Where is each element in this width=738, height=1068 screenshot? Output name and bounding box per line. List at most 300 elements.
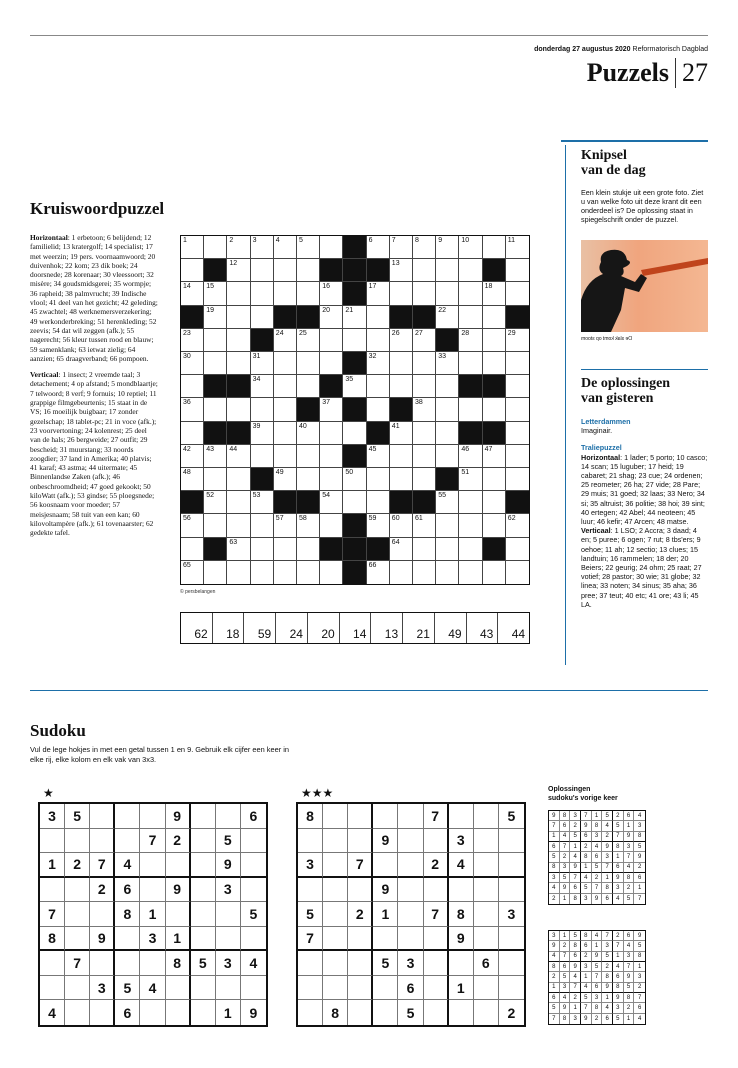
sudoku2-cell[interactable] bbox=[474, 902, 499, 927]
crossword-cell[interactable] bbox=[251, 445, 274, 468]
crossword-cell[interactable] bbox=[413, 445, 436, 468]
sudoku2-cell[interactable] bbox=[398, 902, 423, 927]
crossword-cell[interactable] bbox=[436, 352, 459, 375]
crossword-cell[interactable] bbox=[274, 329, 297, 352]
crossword-cell[interactable] bbox=[506, 468, 529, 491]
crossword-cell[interactable] bbox=[367, 282, 390, 305]
sudoku2-cell[interactable] bbox=[398, 829, 423, 854]
crossword-cell[interactable] bbox=[390, 538, 413, 561]
sudoku1-cell[interactable] bbox=[166, 1000, 191, 1025]
crossword-cell[interactable] bbox=[483, 352, 506, 375]
crossword-cell[interactable] bbox=[227, 282, 250, 305]
crossword-cell[interactable] bbox=[204, 514, 227, 537]
crossword-cell[interactable] bbox=[459, 306, 482, 329]
crossword-cell[interactable] bbox=[227, 236, 250, 259]
crossword-cell[interactable] bbox=[506, 329, 529, 352]
sudoku2-cell[interactable] bbox=[499, 853, 524, 878]
crossword-cell[interactable] bbox=[506, 352, 529, 375]
crossword-cell[interactable] bbox=[506, 375, 529, 398]
crossword-cell[interactable] bbox=[227, 538, 250, 561]
crossword-cell[interactable] bbox=[181, 514, 204, 537]
crossword-cell[interactable] bbox=[483, 329, 506, 352]
crossword-cell[interactable] bbox=[274, 445, 297, 468]
sudoku1-cell[interactable] bbox=[166, 976, 191, 1001]
sudoku1-cell[interactable] bbox=[241, 829, 266, 854]
sudoku1-cell[interactable] bbox=[65, 829, 90, 854]
sudoku2-cell[interactable] bbox=[398, 804, 423, 829]
crossword-cell[interactable] bbox=[459, 329, 482, 352]
crossword-cell[interactable] bbox=[181, 236, 204, 259]
crossword-cell[interactable] bbox=[274, 422, 297, 445]
crossword-cell[interactable] bbox=[459, 282, 482, 305]
sudoku2-cell[interactable] bbox=[348, 878, 373, 903]
crossword-cell[interactable] bbox=[459, 398, 482, 421]
crossword-cell[interactable] bbox=[297, 445, 320, 468]
crossword-cell[interactable] bbox=[181, 352, 204, 375]
sudoku1-cell[interactable] bbox=[166, 853, 191, 878]
crossword-cell[interactable] bbox=[274, 468, 297, 491]
solution1-cell: 9 bbox=[581, 821, 592, 831]
crossword-cell[interactable] bbox=[320, 561, 343, 584]
sudoku2-cell[interactable] bbox=[424, 951, 449, 976]
crossword-cell[interactable] bbox=[436, 398, 459, 421]
crossword-cell[interactable] bbox=[320, 514, 343, 537]
crossword-cell[interactable] bbox=[320, 468, 343, 491]
crossword-cell[interactable] bbox=[436, 422, 459, 445]
sudoku1-cell[interactable] bbox=[191, 853, 216, 878]
sudoku1-cell[interactable] bbox=[140, 853, 165, 878]
crossword-cell[interactable] bbox=[297, 468, 320, 491]
crossword-cell[interactable] bbox=[297, 259, 320, 282]
crossword-cell[interactable] bbox=[367, 491, 390, 514]
sudoku1-cell[interactable] bbox=[40, 976, 65, 1001]
crossword-cell[interactable] bbox=[413, 468, 436, 491]
crossword-cell[interactable] bbox=[181, 445, 204, 468]
crossword-cell[interactable] bbox=[297, 352, 320, 375]
crossword-cell[interactable] bbox=[343, 468, 366, 491]
crossword-cell[interactable] bbox=[251, 422, 274, 445]
crossword-cell[interactable] bbox=[413, 375, 436, 398]
crossword-cell[interactable] bbox=[367, 561, 390, 584]
sudoku2-cell[interactable] bbox=[373, 804, 398, 829]
sudoku2-cell[interactable] bbox=[373, 1000, 398, 1025]
sudoku2-cell[interactable] bbox=[398, 927, 423, 952]
sudoku2-cell[interactable] bbox=[348, 927, 373, 952]
crossword-cell[interactable] bbox=[343, 491, 366, 514]
crossword-cell[interactable] bbox=[367, 306, 390, 329]
sudoku1-cell[interactable] bbox=[90, 902, 115, 927]
crossword-cell[interactable] bbox=[436, 282, 459, 305]
sudoku1-cell[interactable] bbox=[241, 927, 266, 952]
solution-cell[interactable]: 49 bbox=[435, 613, 467, 643]
sudoku2-cell[interactable] bbox=[298, 976, 323, 1001]
sudoku1-cell[interactable] bbox=[191, 878, 216, 903]
sudoku2-cell[interactable] bbox=[323, 927, 348, 952]
crossword-cell[interactable] bbox=[227, 445, 250, 468]
sudoku2-cell[interactable] bbox=[499, 951, 524, 976]
crossword-cell[interactable] bbox=[274, 514, 297, 537]
sudoku1-cell[interactable] bbox=[140, 804, 165, 829]
crossword-cell[interactable] bbox=[181, 259, 204, 282]
sudoku2-cell[interactable] bbox=[348, 829, 373, 854]
crossword-cell[interactable] bbox=[483, 514, 506, 537]
sudoku2-cell[interactable] bbox=[348, 976, 373, 1001]
crossword-cell[interactable] bbox=[459, 468, 482, 491]
crossword-cell[interactable] bbox=[204, 352, 227, 375]
sudoku2-cell[interactable] bbox=[373, 927, 398, 952]
crossword-cell[interactable] bbox=[506, 445, 529, 468]
crossword-cell[interactable] bbox=[413, 352, 436, 375]
solution-cell[interactable]: 21 bbox=[403, 613, 435, 643]
sudoku2-cell[interactable] bbox=[323, 853, 348, 878]
sudoku1-cell[interactable] bbox=[115, 829, 140, 854]
solution-cell[interactable]: 20 bbox=[308, 613, 340, 643]
crossword-cell[interactable] bbox=[506, 422, 529, 445]
sudoku2-cell[interactable] bbox=[424, 927, 449, 952]
crossword-cell[interactable] bbox=[251, 236, 274, 259]
crossword-cell[interactable] bbox=[413, 259, 436, 282]
sudoku1-cell[interactable] bbox=[216, 902, 241, 927]
sudoku2-cell[interactable] bbox=[474, 976, 499, 1001]
crossword-cell[interactable] bbox=[251, 352, 274, 375]
sudoku1-cell[interactable] bbox=[65, 976, 90, 1001]
crossword-cell[interactable] bbox=[297, 422, 320, 445]
crossword-cell[interactable] bbox=[343, 306, 366, 329]
crossword-cell[interactable] bbox=[459, 538, 482, 561]
crossword-cell[interactable] bbox=[483, 306, 506, 329]
solution-cell[interactable]: 44 bbox=[511, 627, 526, 641]
crossword-cell[interactable] bbox=[227, 329, 250, 352]
crossword-cell[interactable] bbox=[320, 352, 343, 375]
crossword-cell[interactable] bbox=[320, 422, 343, 445]
sudoku2-cell[interactable] bbox=[474, 878, 499, 903]
sudoku1-cell[interactable] bbox=[40, 878, 65, 903]
sudoku1-cell[interactable] bbox=[241, 878, 266, 903]
sudoku2-cell[interactable] bbox=[474, 829, 499, 854]
crossword-cell[interactable] bbox=[436, 375, 459, 398]
crossword-cell[interactable] bbox=[413, 282, 436, 305]
sudoku2-cell[interactable] bbox=[398, 853, 423, 878]
solution-cell[interactable]: 62 bbox=[181, 613, 213, 643]
crossword-cell[interactable] bbox=[436, 561, 459, 584]
crossword-cell[interactable] bbox=[227, 468, 250, 491]
crossword-cell[interactable] bbox=[297, 329, 320, 352]
crossword-cell[interactable] bbox=[181, 375, 204, 398]
crossword-cell[interactable] bbox=[459, 514, 482, 537]
crossword-cell[interactable] bbox=[390, 561, 413, 584]
crossword-cell[interactable] bbox=[227, 398, 250, 421]
solution-cell[interactable]: 59 bbox=[244, 613, 276, 643]
crossword-black-cell bbox=[483, 259, 506, 282]
crossword-cell[interactable] bbox=[251, 398, 274, 421]
sudoku2-cell[interactable] bbox=[323, 951, 348, 976]
crossword-cell[interactable] bbox=[251, 491, 274, 514]
crossword-cell[interactable] bbox=[204, 561, 227, 584]
sudoku1-cell[interactable] bbox=[65, 902, 90, 927]
sudoku2-cell[interactable] bbox=[474, 927, 499, 952]
sudoku2-cell[interactable] bbox=[373, 853, 398, 878]
crossword-cell[interactable] bbox=[436, 514, 459, 537]
solution1-cell: 6 bbox=[624, 811, 635, 821]
sudoku1-cell[interactable] bbox=[90, 1000, 115, 1025]
crossword-cell[interactable] bbox=[227, 306, 250, 329]
solution-cell[interactable]: 18 bbox=[213, 613, 245, 643]
sudoku2-cell[interactable] bbox=[323, 902, 348, 927]
sudoku2-cell[interactable] bbox=[449, 951, 474, 976]
crossword-cell[interactable] bbox=[459, 561, 482, 584]
crossword-cell[interactable] bbox=[181, 329, 204, 352]
sudoku1-cell[interactable] bbox=[90, 951, 115, 976]
crossword-cell[interactable] bbox=[251, 282, 274, 305]
crossword-cell[interactable] bbox=[413, 329, 436, 352]
crossword-cell[interactable] bbox=[390, 236, 413, 259]
crossword-cell[interactable] bbox=[506, 561, 529, 584]
crossword-cell[interactable] bbox=[274, 236, 297, 259]
sudoku1-cell[interactable] bbox=[191, 804, 216, 829]
crossword-cell[interactable] bbox=[459, 491, 482, 514]
crossword-cell[interactable] bbox=[343, 422, 366, 445]
crossword-cell[interactable] bbox=[181, 282, 204, 305]
crossword-cell[interactable] bbox=[297, 282, 320, 305]
sudoku2-cell[interactable] bbox=[323, 829, 348, 854]
crossword-cell[interactable] bbox=[390, 329, 413, 352]
crossword-cell[interactable] bbox=[483, 561, 506, 584]
crossword-cell[interactable] bbox=[181, 468, 204, 491]
sudoku1-cell[interactable] bbox=[115, 927, 140, 952]
sudoku1-cell[interactable] bbox=[140, 1000, 165, 1025]
crossword-cell[interactable] bbox=[367, 514, 390, 537]
crossword-cell[interactable] bbox=[390, 514, 413, 537]
sudoku1-cell[interactable] bbox=[241, 976, 266, 1001]
crossword-cell[interactable] bbox=[251, 375, 274, 398]
crossword-cell[interactable] bbox=[297, 514, 320, 537]
crossword-cell[interactable] bbox=[181, 561, 204, 584]
crossword-cell[interactable] bbox=[483, 491, 506, 514]
crossword-cell[interactable] bbox=[483, 398, 506, 421]
solution1-cell: 2 bbox=[560, 852, 571, 862]
crossword-cell[interactable] bbox=[320, 398, 343, 421]
crossword-cell[interactable] bbox=[204, 236, 227, 259]
sudoku2-cell[interactable] bbox=[373, 976, 398, 1001]
crossword-cell[interactable] bbox=[274, 259, 297, 282]
sudoku2-cell[interactable] bbox=[449, 804, 474, 829]
crossword-cell[interactable] bbox=[390, 259, 413, 282]
sudoku2-cell[interactable] bbox=[449, 1000, 474, 1025]
crossword-cell[interactable] bbox=[297, 538, 320, 561]
sudoku2-cell[interactable] bbox=[424, 976, 449, 1001]
crossword-cell[interactable] bbox=[343, 375, 366, 398]
sudoku2-cell[interactable] bbox=[348, 804, 373, 829]
crossword-cell[interactable] bbox=[181, 398, 204, 421]
crossword-cell[interactable] bbox=[413, 538, 436, 561]
solution2-cell: 6 bbox=[602, 1014, 613, 1024]
sudoku1-cell[interactable] bbox=[115, 951, 140, 976]
crossword-cell[interactable] bbox=[227, 561, 250, 584]
crossword-cell[interactable] bbox=[506, 259, 529, 282]
crossword-cell[interactable] bbox=[506, 514, 529, 537]
sudoku2-cell[interactable] bbox=[424, 829, 449, 854]
crossword-cell[interactable] bbox=[436, 306, 459, 329]
crossword-cell[interactable] bbox=[459, 445, 482, 468]
sudoku2-cell[interactable] bbox=[499, 878, 524, 903]
crossword-cell[interactable] bbox=[367, 352, 390, 375]
crossword-cell[interactable] bbox=[297, 561, 320, 584]
crossword-cell[interactable] bbox=[204, 282, 227, 305]
sudoku1-cell[interactable] bbox=[140, 878, 165, 903]
crossword-cell[interactable] bbox=[227, 514, 250, 537]
sudoku2-cell[interactable] bbox=[449, 878, 474, 903]
sudoku1-cell[interactable] bbox=[191, 927, 216, 952]
crossword-cell[interactable] bbox=[483, 445, 506, 468]
crossword-cell[interactable] bbox=[274, 538, 297, 561]
crossword-cell[interactable] bbox=[251, 306, 274, 329]
solution-cell[interactable]: 43 bbox=[467, 613, 499, 643]
crossword-cell[interactable] bbox=[274, 561, 297, 584]
crossword-cell[interactable] bbox=[367, 329, 390, 352]
crossword-cell[interactable] bbox=[227, 259, 250, 282]
crossword-cell[interactable] bbox=[320, 306, 343, 329]
crossword-cell[interactable] bbox=[390, 375, 413, 398]
crossword-cell[interactable] bbox=[181, 538, 204, 561]
crossword-cell[interactable] bbox=[227, 491, 250, 514]
crossword-cell[interactable] bbox=[274, 352, 297, 375]
sudoku2-cell[interactable] bbox=[323, 878, 348, 903]
crossword-cell[interactable] bbox=[436, 538, 459, 561]
sudoku2-cell[interactable] bbox=[424, 878, 449, 903]
crossword-cell[interactable] bbox=[181, 422, 204, 445]
sudoku1-cell[interactable] bbox=[216, 804, 241, 829]
sudoku1-cell[interactable] bbox=[140, 951, 165, 976]
crossword-cell[interactable] bbox=[436, 491, 459, 514]
crossword-cell[interactable] bbox=[320, 491, 343, 514]
sudoku1-cell[interactable] bbox=[191, 976, 216, 1001]
crossword-cell[interactable] bbox=[367, 375, 390, 398]
sudoku2-cell: 1 bbox=[373, 902, 398, 927]
crossword-cell[interactable] bbox=[436, 236, 459, 259]
sudoku2-cell[interactable] bbox=[298, 951, 323, 976]
sudoku1-cell[interactable] bbox=[216, 927, 241, 952]
sudoku2-cell[interactable] bbox=[398, 878, 423, 903]
sudoku2-cell[interactable] bbox=[474, 804, 499, 829]
crossword-cell[interactable] bbox=[251, 514, 274, 537]
solution-cell[interactable]: 14 bbox=[340, 613, 372, 643]
sudoku1-cell[interactable] bbox=[90, 829, 115, 854]
crossword-cell[interactable] bbox=[413, 398, 436, 421]
sudoku1-cell[interactable] bbox=[65, 878, 90, 903]
sudoku2-cell[interactable] bbox=[348, 951, 373, 976]
crossword-cell[interactable] bbox=[367, 445, 390, 468]
sudoku2-cell[interactable] bbox=[499, 829, 524, 854]
crossword-cell[interactable] bbox=[204, 398, 227, 421]
crossword-cell[interactable] bbox=[413, 514, 436, 537]
crossword-cell[interactable] bbox=[297, 375, 320, 398]
sudoku1-cell[interactable] bbox=[191, 902, 216, 927]
crossword-cell[interactable] bbox=[459, 259, 482, 282]
crossword-cell[interactable] bbox=[251, 259, 274, 282]
sudoku1-cell[interactable] bbox=[216, 976, 241, 1001]
crossword-black-cell bbox=[181, 306, 204, 329]
crossword-cell[interactable] bbox=[367, 236, 390, 259]
crossword-cell[interactable] bbox=[274, 398, 297, 421]
crossword-cell[interactable] bbox=[483, 282, 506, 305]
crossword-cell[interactable] bbox=[506, 398, 529, 421]
crossword-cell[interactable] bbox=[436, 259, 459, 282]
solution-cell[interactable]: 13 bbox=[371, 613, 403, 643]
sudoku1-cell[interactable] bbox=[191, 829, 216, 854]
sudoku1-cell[interactable] bbox=[40, 951, 65, 976]
crossword-cell[interactable] bbox=[274, 375, 297, 398]
crossword-cell[interactable] bbox=[251, 561, 274, 584]
sudoku1-cell[interactable] bbox=[65, 1000, 90, 1025]
sudoku1-cell[interactable] bbox=[65, 927, 90, 952]
crossword-cell[interactable] bbox=[506, 282, 529, 305]
crossword-cell[interactable] bbox=[320, 236, 343, 259]
sudoku1-cell[interactable] bbox=[90, 804, 115, 829]
sudoku2-cell[interactable] bbox=[424, 1000, 449, 1025]
crossword-cell[interactable] bbox=[390, 468, 413, 491]
crossword-cell[interactable] bbox=[413, 561, 436, 584]
crossword-cell[interactable] bbox=[204, 491, 227, 514]
clue-number: 18 bbox=[484, 283, 493, 291]
crossword-cell[interactable] bbox=[506, 538, 529, 561]
crossword-cell[interactable] bbox=[227, 352, 250, 375]
crossword-cell[interactable] bbox=[413, 236, 436, 259]
sudoku2-cell[interactable] bbox=[298, 878, 323, 903]
crossword-cell[interactable] bbox=[343, 329, 366, 352]
crossword-cell[interactable] bbox=[297, 236, 320, 259]
crossword-cell[interactable] bbox=[459, 236, 482, 259]
sudoku1-cell[interactable] bbox=[166, 902, 191, 927]
sudoku1-cell[interactable] bbox=[40, 829, 65, 854]
sudoku1-cell[interactable] bbox=[191, 1000, 216, 1025]
crossword-cell[interactable] bbox=[204, 306, 227, 329]
crossword-cell[interactable] bbox=[251, 538, 274, 561]
crossword-cell[interactable] bbox=[390, 445, 413, 468]
sudoku2-cell[interactable] bbox=[323, 804, 348, 829]
crossword-cell[interactable] bbox=[320, 445, 343, 468]
crossword-cell[interactable] bbox=[390, 422, 413, 445]
sudoku2-cell[interactable] bbox=[499, 976, 524, 1001]
sudoku2-cell[interactable] bbox=[474, 853, 499, 878]
sudoku1-cell[interactable] bbox=[115, 804, 140, 829]
solution-cell[interactable]: 24 bbox=[276, 613, 308, 643]
crossword-cell[interactable] bbox=[483, 468, 506, 491]
crossword-cell[interactable] bbox=[483, 236, 506, 259]
sudoku2-cell[interactable] bbox=[348, 1000, 373, 1025]
crossword-cell[interactable] bbox=[204, 329, 227, 352]
crossword-cell[interactable] bbox=[390, 282, 413, 305]
crossword-cell[interactable] bbox=[390, 352, 413, 375]
sudoku2-cell[interactable] bbox=[323, 976, 348, 1001]
crossword-cell[interactable] bbox=[320, 282, 343, 305]
sudoku2-cell[interactable] bbox=[298, 1000, 323, 1025]
crossword-cell[interactable] bbox=[436, 445, 459, 468]
crossword-cell[interactable] bbox=[204, 468, 227, 491]
crossword-cell[interactable] bbox=[204, 445, 227, 468]
sudoku1-cell[interactable] bbox=[241, 853, 266, 878]
crossword-cell[interactable] bbox=[413, 422, 436, 445]
sudoku2-cell[interactable] bbox=[499, 927, 524, 952]
crossword-black-cell bbox=[459, 375, 482, 398]
crossword-cell[interactable] bbox=[320, 329, 343, 352]
sudoku2-cell[interactable] bbox=[298, 829, 323, 854]
crossword-cell[interactable] bbox=[367, 468, 390, 491]
crossword-cell[interactable] bbox=[367, 398, 390, 421]
crossword-cell[interactable] bbox=[506, 236, 529, 259]
crossword-cell[interactable] bbox=[459, 352, 482, 375]
crossword-cell[interactable] bbox=[274, 282, 297, 305]
sudoku2-cell[interactable] bbox=[474, 1000, 499, 1025]
